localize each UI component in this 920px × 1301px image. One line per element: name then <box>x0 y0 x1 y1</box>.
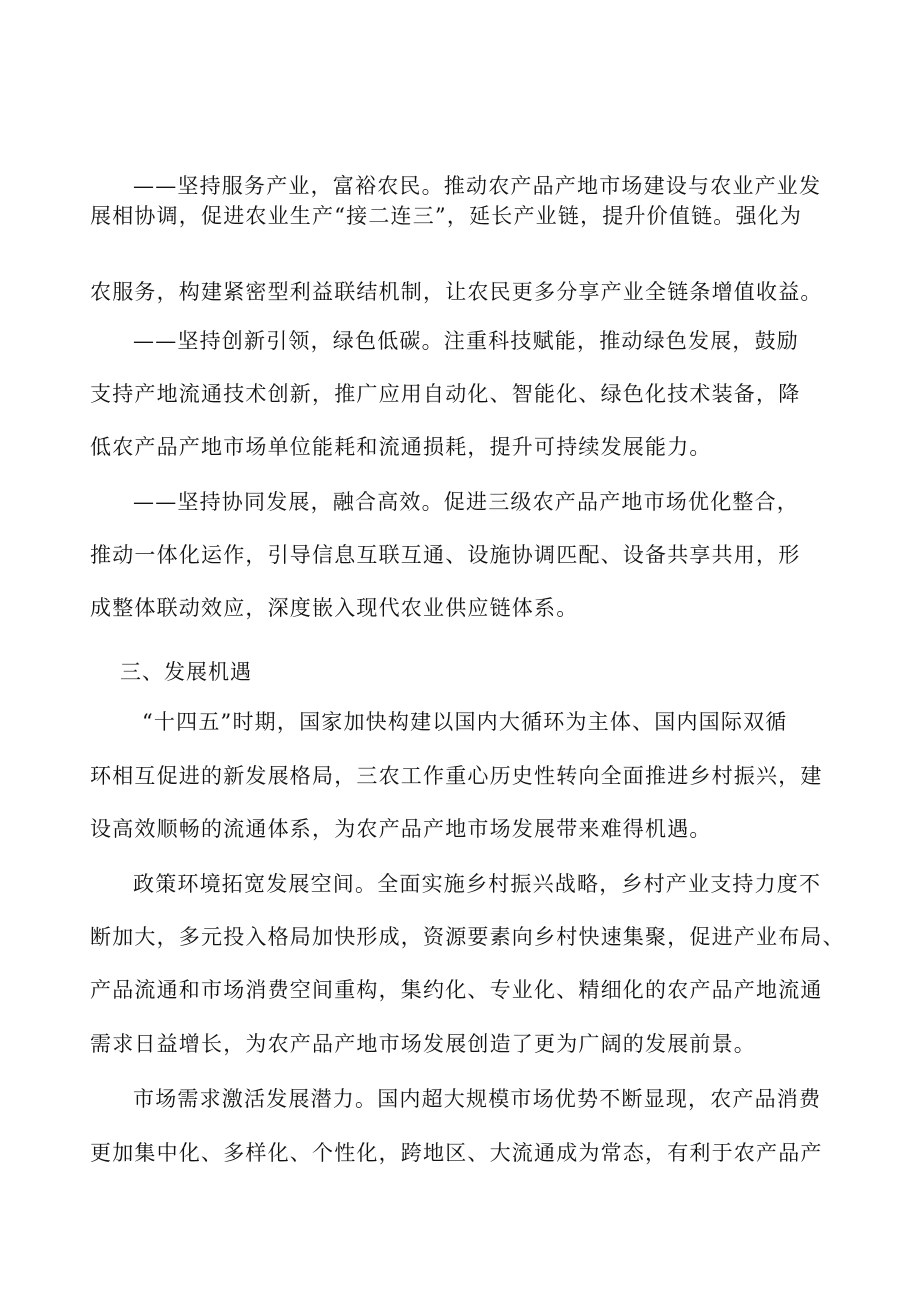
paragraph-3-line-3: 成整体联动效应，深度嵌入现代农业供应链体系。 <box>90 596 579 620</box>
paragraph-6-line-1: 市场需求激活发展潜力。国内超大规模市场优势不断显现，农产品消费 <box>133 1087 822 1111</box>
section-heading: 三、发展机遇 <box>120 660 252 684</box>
paragraph-1-line-2: 展相协调，促进农业生产“接二连三”，延长产业链，提升价值链。强化为 <box>90 204 803 228</box>
paragraph-5-line-1: 政策环境拓宽发展空间。全面实施乡村振兴战略，乡村产业支持力度不 <box>133 872 822 896</box>
paragraph-4-line-1: “十四五”时期，国家加快构建以国内大循环为主体、国内国际双循 <box>142 710 788 734</box>
paragraph-5-line-3: 产品流通和市场消费空间重构，集约化、专业化、精细化的农产品产地流通 <box>90 978 823 1002</box>
paragraph-4-line-2: 环相互促进的新发展格局，三农工作重心历史性转向全面推进乡村振兴，建 <box>90 764 823 788</box>
paragraph-6-line-2: 更加集中化、多样化、个性化，跨地区、大流通成为常态，有利于农产品产 <box>90 1141 823 1165</box>
paragraph-3-line-2: 推动一体化运作，引导信息互联互通、设施协调匹配、设备共享共用，形 <box>90 543 801 567</box>
paragraph-2-line-2: 支持产地流通技术创新，推广应用自动化、智能化、绿色化技术装备，降 <box>90 382 801 406</box>
paragraph-2-line-3: 低农产品产地市场单位能耗和流通损耗，提升可持续发展能力。 <box>90 435 712 459</box>
paragraph-1-line-3: 农服务，构建紧密型利益联结机制，让农民更多分享产业全链条增值收益。 <box>90 280 823 304</box>
paragraph-3-line-1: ——坚持协同发展，融合高效。促进三级农产品产地市场优化整合， <box>133 490 799 514</box>
paragraph-2-line-1: ——坚持创新引领，绿色低碳。注重科技赋能，推动绿色发展，鼓励 <box>133 329 799 353</box>
paragraph-4-line-3: 设高效顺畅的流通体系，为农产品产地市场发展带来难得机遇。 <box>90 817 712 841</box>
paragraph-1-line-1: ——坚持服务产业，富裕农民。推动农产品产地市场建设与农业产业发 <box>133 174 822 198</box>
paragraph-5-line-2: 断加大，多元投入格局加快形成，资源要素向乡村快速集聚，促进产业布局、 <box>90 925 845 949</box>
paragraph-5-line-4: 需求日益增长，为农产品产地市场发展创造了更为广阔的发展前景。 <box>90 1032 756 1056</box>
